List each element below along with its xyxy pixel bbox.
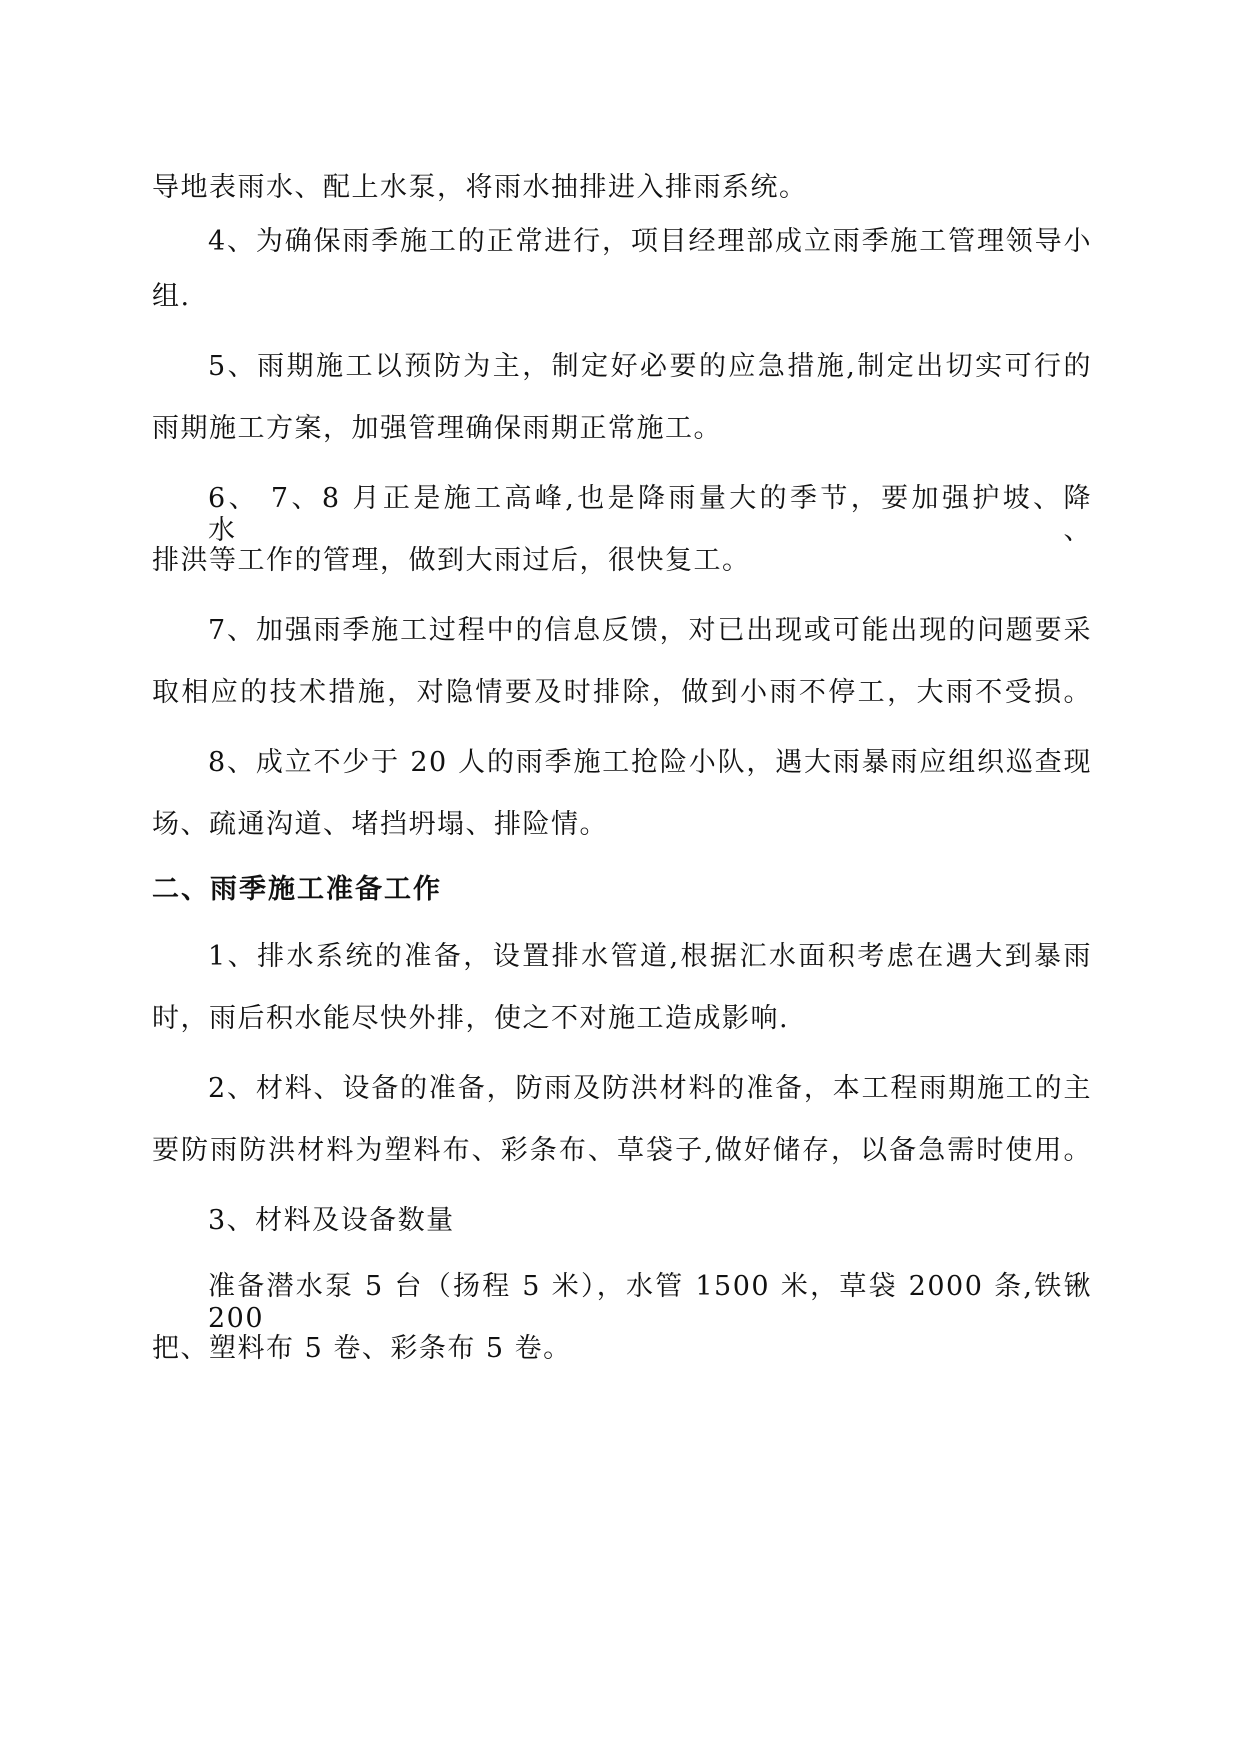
paragraph-line: 把、塑料布 5 卷、彩条布 5 卷。: [152, 1333, 572, 1364]
paragraph-line: 要防雨防洪材料为塑料布、彩条布、草袋子,做好储存，以备急需时使用。: [152, 1135, 1092, 1166]
paragraph-line: 1、排水系统的准备，设置排水管道,根据汇水面积考虑在遇大到暴雨: [208, 941, 1092, 972]
paragraph-line: 时，雨后积水能尽快外排，使之不对施工造成影响.: [152, 1003, 790, 1034]
paragraph-line: 7、加强雨季施工过程中的信息反馈，对已出现或可能出现的问题要采: [208, 615, 1092, 646]
paragraph-line: 场、疏通沟道、堵挡坍塌、排险情。: [152, 809, 608, 840]
paragraph-line: 8、成立不少于 20 人的雨季施工抢险小队，遇大雨暴雨应组织巡查现: [208, 747, 1092, 778]
paragraph-line: 2、材料、设备的准备，防雨及防洪材料的准备，本工程雨期施工的主: [208, 1073, 1092, 1104]
paragraph-line: 雨期施工方案，加强管理确保雨期正常施工。: [152, 413, 722, 444]
paragraph-line: 组.: [152, 281, 191, 312]
paragraph-line: 准备潜水泵 5 台（扬程 5 米），水管 1500 米，草袋 2000 条,铁锹 200: [208, 1271, 1092, 1334]
paragraph-line: 取相应的技术措施，对隐情要及时排除，做到小雨不停工，大雨不受损。: [152, 677, 1092, 708]
paragraph-line: 4、为确保雨季施工的正常进行，项目经理部成立雨季施工管理领导小: [208, 226, 1092, 257]
paragraph-line: 5、雨期施工以预防为主，制定好必要的应急措施,制定出切实可行的: [208, 351, 1092, 382]
section-heading: 二、雨季施工准备工作: [152, 874, 442, 905]
paragraph-line: 排洪等工作的管理，做到大雨过后，很快复工。: [152, 545, 751, 576]
paragraph-line: 3、材料及设备数量: [208, 1205, 455, 1236]
paragraph-line: 6、 7、8 月正是施工高峰,也是降雨量大的季节，要加强护坡、降水、: [208, 483, 1092, 546]
paragraph-line: 导地表雨水、配上水泵，将雨水抽排进入排雨系统。: [152, 172, 808, 203]
